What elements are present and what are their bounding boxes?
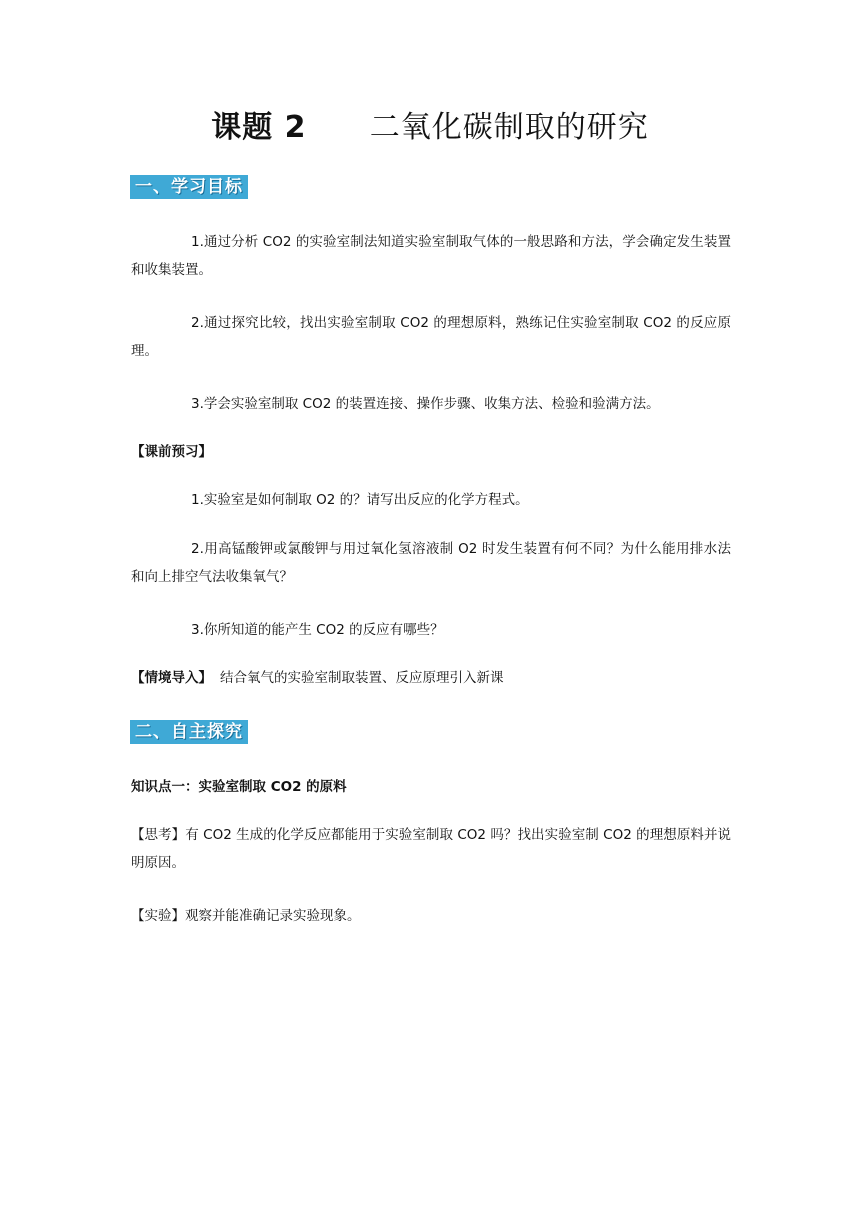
intro-heading: 【情境导入】 <box>131 670 212 686</box>
page-title <box>0 106 860 150</box>
experiment-label: 【实验】 <box>131 908 185 924</box>
think-text: 有 CO2 生成的化学反应都能用于实验室制取 CO2 吗？找出实验室制 CO2 的理想原料并说明原因。 <box>131 827 732 871</box>
objective-3: 3.学会实验室制取 CO2 的装置连接、操作步骤、收集方法、检验和验满方法。 <box>191 396 660 412</box>
preview-heading: 【课前预习】 <box>131 444 212 460</box>
preview-question-2: 2.用高锰酸钾或氯酸钾与用过氧化氢溶液制 O2 时发生装置有何不同？为什么能用排水法和向上排空气法收集氧气？ <box>131 541 731 585</box>
think-paragraph <box>131 821 731 877</box>
objective-1: 1.通过分析 CO2 的实验室制法知道实验室制取气体的一般思路和方法，学会确定发生装置和收集装置。 <box>131 234 731 278</box>
lesson-title: 二氧化碳制取的研究 <box>369 110 649 145</box>
preview-question-3: 3.你所知道的能产生 CO2 的反应有哪些？ <box>191 622 444 638</box>
intro-paragraph <box>131 664 731 692</box>
intro-text: 结合氧气的实验室制取装置、反应原理引入新课 <box>220 670 504 686</box>
think-label: 【思考】 <box>131 827 186 843</box>
knowledge-point-heading: 知识点一：实验室制取 CO2 的原料 <box>131 779 347 795</box>
section-banner-explore: 二、自主探究 <box>130 720 248 744</box>
preview-question-1: 1.实验室是如何制取 O2 的？请写出反应的化学方程式。 <box>191 492 529 508</box>
section-banner-objectives: 一、学习目标 <box>130 175 248 199</box>
experiment-text: 观察并能准确记录实验现象。 <box>185 908 361 924</box>
objective-2: 2.通过探究比较，找出实验室制取 CO2 的理想原料，熟练记住实验室制取 CO2 的反应原理。 <box>131 315 731 359</box>
lesson-number: 课题 2 <box>211 110 307 145</box>
experiment-paragraph <box>131 902 731 930</box>
